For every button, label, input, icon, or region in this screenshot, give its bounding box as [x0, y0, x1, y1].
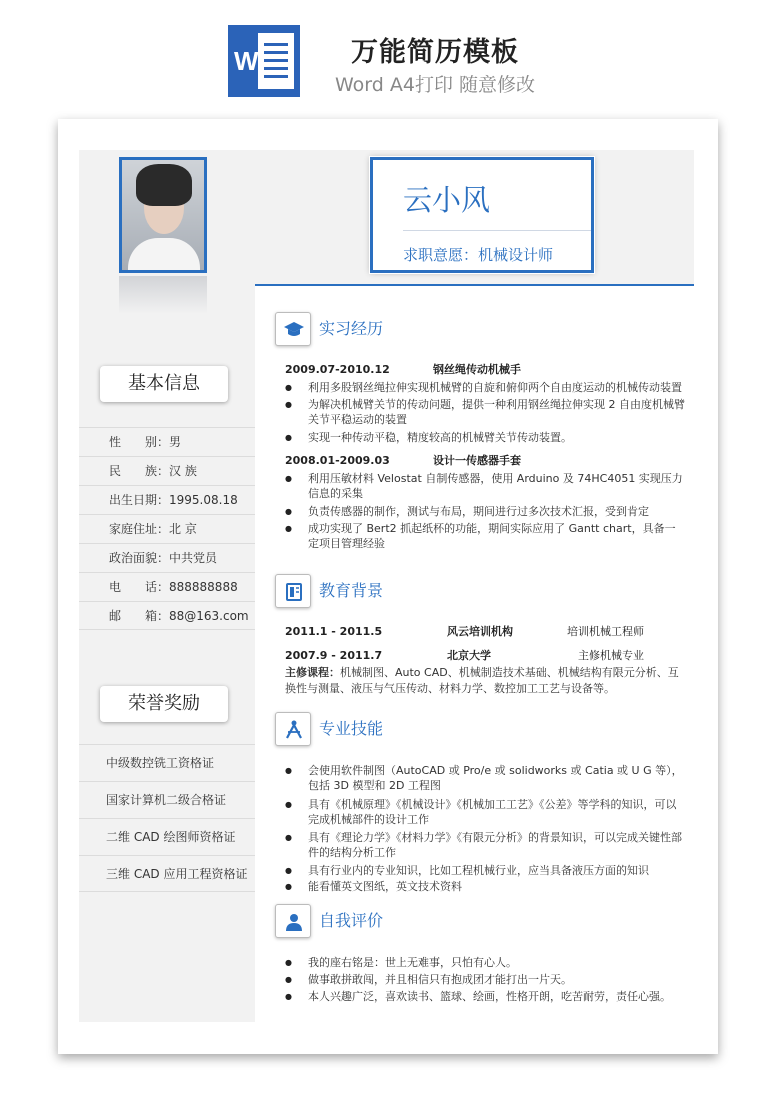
- info-birthdate: 出生日期：1995.08.18: [79, 485, 255, 514]
- edu-courses: [285, 665, 685, 697]
- info-gender: 性 别：男: [79, 427, 255, 456]
- job-role: 设计一传感器手套: [433, 454, 521, 467]
- drafting-compass-icon: [275, 712, 311, 746]
- skill-bullet: ● 具有《机械原理》《机械设计》《机械加工工艺》《公差》等学科的知识，可以完成机械部件的设计工作: [285, 797, 685, 827]
- honors-heading: 荣誉奖励: [100, 686, 228, 722]
- self-eval-title: 自我评价: [319, 911, 384, 930]
- job-bullet: ● 利用多股钢丝绳拉伸实现机械臂的自旋和俯仰两个自由度运动的机械传动装置: [285, 380, 685, 395]
- job-period: 2009.07-2010.12: [285, 363, 390, 376]
- honor-item: 国家计算机二级合格证: [79, 781, 255, 818]
- banner-subtitle: Word A4打印 随意修改: [334, 74, 535, 96]
- person-icon: [275, 904, 311, 938]
- job-intent: 求职意愿：机械设计师: [403, 246, 554, 264]
- job-period: 2008.01-2009.03: [285, 454, 390, 467]
- job-bullet: ● 负责传感器的制作，测试与布局，期间进行过多次技术汇报，受到肯定: [285, 504, 685, 519]
- self-eval-bullet: ● 做事敢拼敢闯，并且相信只有抱成团才能打出一片天。: [285, 972, 685, 987]
- internship-title: 实习经历: [319, 319, 384, 338]
- self-eval-bullet: ● 本人兴趣广泛，喜欢读书、篮球、绘画，性格开朗，吃苦耐劳，责任心强。: [285, 989, 685, 1004]
- skill-bullet: ● 具有《理论力学》《材料力学》《有限元分析》的背景知识，可以完成关键性部件的结构分析工作: [285, 830, 685, 860]
- courses-label: 主修课程：: [285, 666, 340, 679]
- candidate-name: 云小风: [403, 183, 491, 217]
- job-bullet: ● 实现一种传动平稳，精度较高的机械臂关节传动装置。: [285, 430, 685, 445]
- banner: [0, 0, 774, 110]
- info-email: 邮 箱：88@163.com: [79, 601, 255, 630]
- job-bullet: ● 成功实现了 Bert2 抓起纸杯的功能，期间实际应用了 Gantt chart，具备一定项目管理经验: [285, 521, 685, 551]
- header-divider: [255, 284, 694, 286]
- word-logo-icon: W: [228, 25, 300, 97]
- edu-major: 主修机械专业: [578, 649, 644, 662]
- job-role: 钢丝绳传动机械手: [433, 363, 521, 376]
- profile-photo: [119, 157, 207, 273]
- skill-bullet: ● 会使用软件制图（AutoCAD 或 Pro/e 或 solidworks 或 Catia 或 U G 等），包括 3D 模型和 2D 工程图: [285, 763, 685, 793]
- info-ethnicity: 民 族：汉 族: [79, 456, 255, 485]
- name-card: [370, 157, 594, 273]
- job-bullet: ● 利用压敏材料 Velostat 自制传感器，使用 Arduino 及 74HC4051 实现压力信息的采集: [285, 471, 685, 501]
- skills-title: 专业技能: [319, 719, 384, 738]
- info-address: 家庭住址：北 京: [79, 514, 255, 543]
- courses-text: 机械制图、Auto CAD、机械制造技术基础、机械结构有限元分析、互换性与测量、液压与气压传动、材料力学、数控加工工艺与设备等。: [285, 666, 679, 695]
- edu-school: 北京大学: [447, 649, 491, 662]
- book-icon: [275, 574, 311, 608]
- edu-school: 风云培训机构: [447, 625, 513, 638]
- honors-list: [79, 744, 255, 892]
- skill-bullet: ● 具有行业内的专业知识，比如工程机械行业，应当具备液压方面的知识: [285, 863, 685, 878]
- honor-item: 三维 CAD 应用工程资格证: [79, 855, 255, 892]
- edu-period: 2011.1 - 2011.5: [285, 625, 383, 638]
- banner-title: 万能简历模板: [351, 37, 519, 68]
- basic-info-heading: 基本信息: [100, 366, 228, 402]
- education-title: 教育背景: [319, 581, 384, 600]
- honor-item: 中级数控铣工资格证: [79, 744, 255, 781]
- skill-bullet: ● 能看懂英文图纸，英文技术资料: [285, 879, 685, 894]
- basic-info-list: [79, 427, 255, 630]
- photo-reflection: [119, 276, 207, 314]
- edu-major: 培训机械工程师: [567, 625, 644, 638]
- info-phone: 电 话：888888888: [79, 572, 255, 601]
- honor-item: 二维 CAD 绘图师资格证: [79, 818, 255, 855]
- info-political: 政治面貌：中共党员: [79, 543, 255, 572]
- graduation-cap-icon: [275, 312, 311, 346]
- edu-period: 2007.9 - 2011.7: [285, 649, 383, 662]
- job-bullet: ● 为解决机械臂关节的传动问题，提供一种利用钢丝绳拉伸实现 2 自由度机械臂关节平稳运动的装置: [285, 397, 685, 427]
- self-eval-bullet: ● 我的座右铭是：世上无难事，只怕有心人。: [285, 955, 685, 970]
